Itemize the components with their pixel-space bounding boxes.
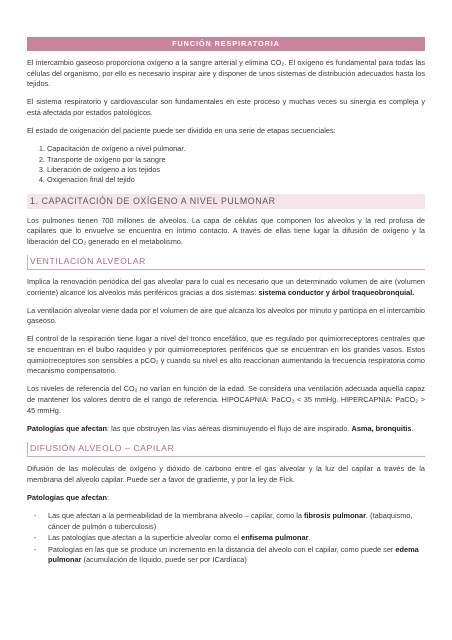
section1-paragraph: Los pulmones tienen 700 millones de alveolos. La capa de células que componen los alveolos y la red profusa de capilares que lo envuelve se encuentra en íntimo contacto. A través de ellas tiene lugar la difusión de oxígeno y la liberación del CO₂ generado en el metabolismo. bbox=[27, 215, 425, 246]
patologias-label: Patologías que afectan bbox=[27, 423, 107, 433]
difusion-paragraph: Difusión de las moléculas de oxígeno y dióxido de carbono entre el gas alveolar y la luz del capilar a través de la membrana del alveolo capilar. Puede ser a favor de gradiente, y por la ley de Fick. bbox=[27, 464, 425, 484]
page-title: FUNCIÓN RESPIRATORIA bbox=[27, 37, 425, 51]
stage-item: 1. Capacitación de oxígeno a nivel pulmonar. bbox=[47, 144, 425, 154]
stage-item: 4. Oxigenación final del tejido bbox=[47, 175, 425, 185]
list-item-bold: fibrosis pulmonar bbox=[303, 510, 366, 520]
ventilacion-paragraph-3: El control de la respiración tiene lugar a nivel del tronco encefálico, que es regulado por quimiorreceptores centrales que se encuentran en el bulbo raquídeo y por quimiorreceptores periféricos que se encuentran en los grandes vasos. Estos quimiorreceptores son sensibles a pCO₂ y cuando su nivel es alto reaccionan aumentando la frecuencia respiratoria como mecanismo compensatorio. bbox=[27, 334, 425, 376]
difusion-patologias-colon: : bbox=[107, 492, 110, 502]
difusion-patologias-heading bbox=[27, 493, 425, 504]
ventilacion-paragraph-4: Los niveles de referencia del CO₂ no varían en función de la edad. Se considera una ventilación adecuada aquella capaz de mantener los valores dentro de el rango de referencia. HIPOCAPNIA: PaCO₂ < 35 mmHg. HIPERCAPNIA: PaCO₂ > 45 mmHg. bbox=[27, 384, 425, 415]
intro-paragraph-1: El intercambio gaseoso proporciona oxígeno a la sangre arterial y elimina CO₂. El oxígeno es fundamental para todas las células del organismo, por ello es necesario inspirar aire y disponer de unos sistemas de distribución adecuados hasta los tejidos. bbox=[27, 58, 425, 89]
list-item-text: (acumulación de líquido, puede ser por ICardíaca) bbox=[81, 555, 247, 565]
difusion-patologias-label: Patologías que afectan bbox=[27, 492, 107, 502]
stage-item: 3. Liberación de oxígeno a los tejidos bbox=[47, 165, 425, 175]
ventilacion-paragraph-2: La ventilación alveolar viene dada por el volumen de aire que alcanza los alveolos por minuto y participa en el intercambio gaseoso. bbox=[27, 305, 425, 326]
stages-list bbox=[27, 144, 425, 185]
list-item-bold: edema pulmonar bbox=[48, 544, 419, 565]
list-item bbox=[27, 545, 425, 566]
list-item-text: Las patologías que afectan a la superficie alveolar como el bbox=[48, 533, 242, 543]
list-item bbox=[27, 533, 425, 544]
ventilacion-paragraph-5 bbox=[27, 424, 425, 435]
list-item-text: . (tabaquismo, cáncer de pulmón o tuberculosis) bbox=[48, 510, 413, 531]
ventilacion-text: Implica la renovación periódica del gas alveolar para lo cual es necesario que un determinado volumen de aire (volumen corriente) alcance los alveolos más periféricos gracias a dos sistemas: bbox=[27, 276, 425, 297]
subheading-difusion: DIFUSIÓN ALVEOLO – CAPILAR bbox=[27, 442, 425, 457]
difusion-patologias-list bbox=[27, 511, 425, 566]
list-item-text: . bbox=[308, 533, 311, 543]
subheading-ventilacion: VENTILACIÓN ALVEOLAR bbox=[27, 255, 425, 270]
list-item-text: Patologías en las que se produce un incremento en la distancia del alveolo con el capilar, como puede ser bbox=[48, 544, 396, 554]
stage-item: 2. Transporte de oxígeno por la sangre bbox=[47, 155, 425, 165]
ventilacion-bold-text: sistema conductor y árbol traqueobronquial. bbox=[258, 287, 415, 297]
patologias-examples: Asma, bronquitis bbox=[351, 423, 412, 433]
list-item-text: Las que afectan a la permeabilidad de la membrana alveolo – capilar, como la bbox=[48, 510, 304, 520]
intro-paragraph-3: El estado de oxigenación del paciente puede ser dividido en una serie de etapas secuenciales: bbox=[27, 126, 336, 136]
document-body bbox=[27, 58, 425, 567]
section-heading-capacitacion: 1. CAPACITACIÓN DE OXÍGENO A NIVEL PULMONAR bbox=[27, 194, 425, 209]
patologias-end: . bbox=[411, 423, 414, 433]
list-item bbox=[27, 511, 425, 532]
ventilacion-paragraph-1 bbox=[27, 277, 425, 298]
intro-paragraph-2: El sistema respiratorio y cardiovascular son fundamentales en este proceso y muchas veces su sinergia es compleja y está afectada por estados patológicos. bbox=[27, 97, 425, 117]
list-item-bold: enfisema pulmonar bbox=[241, 533, 309, 543]
patologias-text: : las que obstruyen las vías aéreas disminuyendo el flujo de aire inspirado. bbox=[107, 423, 352, 433]
